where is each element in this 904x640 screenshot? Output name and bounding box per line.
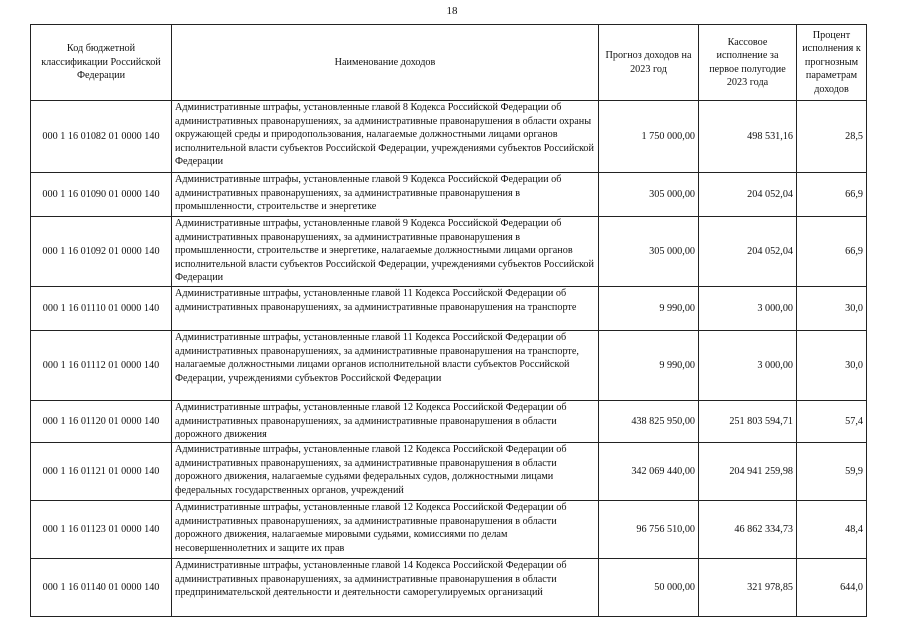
row-code: 000 1 16 01110 01 0000 140 <box>31 287 172 331</box>
row-name: Административные штрафы, установленные главой 9 Кодекса Российской Федерации об административных правонарушениях, за административные правонарушения в промышленности, строительстве и энергетике, налагаемые должностными лицами органов исполнительной власти субъектов Российской Федерации, учреждениями субъектов Российской Федерации <box>172 217 599 287</box>
row-percent: 57,4 <box>797 401 867 443</box>
row-code: 000 1 16 01120 01 0000 140 <box>31 401 172 443</box>
row-execution: 204 052,04 <box>699 173 797 217</box>
row-percent: 28,5 <box>797 101 867 173</box>
table-row <box>31 331 867 401</box>
row-code: 000 1 16 01090 01 0000 140 <box>31 173 172 217</box>
row-name: Административные штрафы, установленные главой 9 Кодекса Российской Федерации об административных правонарушениях, за административные правонарушения в промышленности, строительстве и энергетике <box>172 173 599 217</box>
row-code: 000 1 16 01140 01 0000 140 <box>31 559 172 617</box>
row-forecast: 9 990,00 <box>599 287 699 331</box>
table-row <box>31 101 867 173</box>
row-forecast: 305 000,00 <box>599 173 699 217</box>
row-code: 000 1 16 01082 01 0000 140 <box>31 101 172 173</box>
row-forecast: 342 069 440,00 <box>599 443 699 501</box>
row-percent: 66,9 <box>797 217 867 287</box>
row-percent: 59,9 <box>797 443 867 501</box>
table-header-row <box>31 25 867 101</box>
header-code: Код бюджетной классификации Российской Федерации <box>31 25 172 101</box>
row-name: Административные штрафы, установленные главой 12 Кодекса Российской Федерации об административных правонарушениях, за административные правонарушения в области дорожного движения, налагаемые судьями федеральных судов, должностными лицами федеральных государственных органов, учреждений <box>172 443 599 501</box>
header-execution: Кассовое исполнение за первое полугодие 2023 года <box>699 25 797 101</box>
revenue-table <box>30 24 867 617</box>
row-execution: 46 862 334,73 <box>699 501 797 559</box>
row-name: Административные штрафы, установленные главой 8 Кодекса Российской Федерации об административных правонарушениях, за административные правонарушения в области охраны окружающей среды и природопользования, налагаемые должностными лицами органов исполнительной власти субъектов Российской Федерации, учреждениями субъектов Российской Федерации <box>172 101 599 173</box>
table-row <box>31 217 867 287</box>
row-percent: 644,0 <box>797 559 867 617</box>
row-code: 000 1 16 01112 01 0000 140 <box>31 331 172 401</box>
row-execution: 3 000,00 <box>699 331 797 401</box>
row-forecast: 9 990,00 <box>599 331 699 401</box>
row-code: 000 1 16 01121 01 0000 140 <box>31 443 172 501</box>
table-row <box>31 559 867 617</box>
row-forecast: 96 756 510,00 <box>599 501 699 559</box>
row-execution: 204 941 259,98 <box>699 443 797 501</box>
header-forecast: Прогноз доходов на 2023 год <box>599 25 699 101</box>
row-percent: 30,0 <box>797 331 867 401</box>
row-code: 000 1 16 01092 01 0000 140 <box>31 217 172 287</box>
row-name: Административные штрафы, установленные главой 11 Кодекса Российской Федерации об административных правонарушениях, за административные правонарушения на транспорте, налагаемые должностными лицами органов исполнительной власти субъектов Российской Федерации, учреждениями субъектов Российской Федерации <box>172 331 599 401</box>
table-row <box>31 443 867 501</box>
table-row <box>31 401 867 443</box>
row-percent: 48,4 <box>797 501 867 559</box>
row-name: Административные штрафы, установленные главой 12 Кодекса Российской Федерации об административных правонарушениях, за административные правонарушения в области дорожного движения <box>172 401 599 443</box>
row-execution: 498 531,16 <box>699 101 797 173</box>
row-forecast: 1 750 000,00 <box>599 101 699 173</box>
row-name: Административные штрафы, установленные главой 12 Кодекса Российской Федерации об административных правонарушениях, за административные правонарушения в области дорожного движения, налагаемые мировыми судьями, комиссиями по делам несовершеннолетних и защите их прав <box>172 501 599 559</box>
row-execution: 3 000,00 <box>699 287 797 331</box>
table-row <box>31 287 867 331</box>
table-row <box>31 173 867 217</box>
row-forecast: 438 825 950,00 <box>599 401 699 443</box>
row-execution: 251 803 594,71 <box>699 401 797 443</box>
row-name: Административные штрафы, установленные главой 11 Кодекса Российской Федерации об административных правонарушениях, за административные правонарушения на транспорте <box>172 287 599 331</box>
header-name: Наименование доходов <box>172 25 599 101</box>
row-forecast: 305 000,00 <box>599 217 699 287</box>
row-execution: 204 052,04 <box>699 217 797 287</box>
row-execution: 321 978,85 <box>699 559 797 617</box>
row-percent: 30,0 <box>797 287 867 331</box>
row-name: Административные штрафы, установленные главой 14 Кодекса Российской Федерации об административных правонарушениях, за административные правонарушения в области предпринимательской деятельности и деятельности саморегулируемых организаций <box>172 559 599 617</box>
row-code: 000 1 16 01123 01 0000 140 <box>31 501 172 559</box>
row-percent: 66,9 <box>797 173 867 217</box>
row-forecast: 50 000,00 <box>599 559 699 617</box>
table-row <box>31 501 867 559</box>
header-percent: Процент исполнения к прогнозным параметрам доходов <box>797 25 867 101</box>
page-number: 18 <box>446 5 458 17</box>
